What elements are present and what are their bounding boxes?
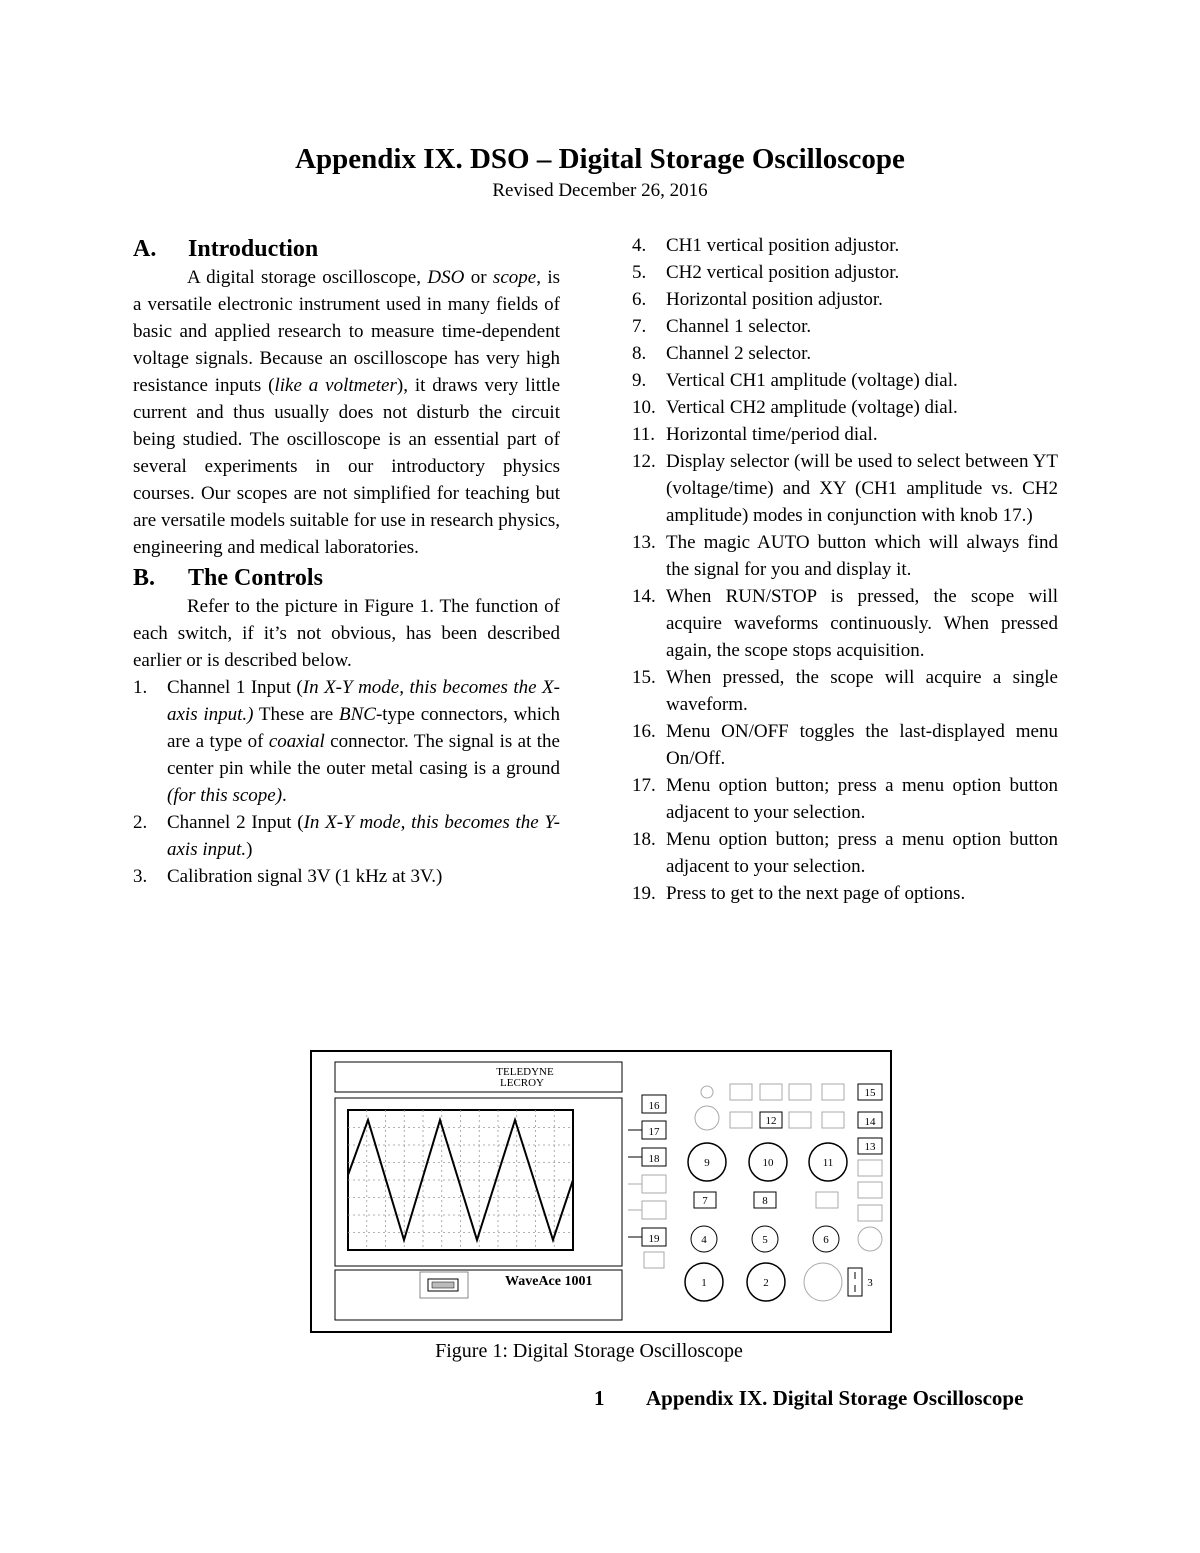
figure-caption: Figure 1: Digital Storage Oscilloscope (435, 1340, 743, 1362)
list-item: 1. Channel 1 Input (In X-Y mode, this becomes the X-axis input.) These are BNC-type connectors, which are a type of coaxial connector. The signal is at the center pin while the outer metal casing is a ground (for this scope). (133, 677, 560, 806)
label-15: 15 (864, 1087, 876, 1099)
label-2: 2 (763, 1277, 769, 1289)
list-item: 19. Press to get to the next page of options. (632, 883, 966, 904)
section-b-number: B. (133, 565, 156, 591)
label-12: 12 (765, 1115, 777, 1127)
list-item: 18. Menu option button; press a menu option button adjacent to your selection. (632, 829, 1058, 877)
brand-name-line1: TELEDYNE (496, 1066, 554, 1078)
label-16: 16 (648, 1100, 660, 1112)
section-b-heading (133, 563, 560, 593)
oscilloscope-outline (311, 1051, 891, 1332)
brand-name-line2: LECROY (500, 1077, 544, 1089)
label-13: 13 (864, 1141, 876, 1153)
introduction-paragraph: A digital storage oscilloscope, DSO or scope, is a versatile electronic instrument used in many fields of basic and applied research to measure time-dependent voltage signals. Because an oscilloscope has very high resistance inputs (like a voltmeter), it draws very little current and thus usually does not disturb the circuit being studied. The oscilloscope is an essential part of several experiments in our introductory physics courses. Our scopes are not simplified for teaching but are versatile models suitable for use in research physics, engineering and medical laboratories. (133, 267, 561, 558)
label-5: 5 (762, 1234, 768, 1246)
list-item: 14. When RUN/STOP is pressed, the scope will acquire waveforms continuously. When pressed again, the scope stops acquisition. (632, 586, 1058, 661)
controls-intro-paragraph: Refer to the picture in Figure 1. The function of each switch, if it’s not obvious, has been described earlier or is described below. (133, 596, 560, 671)
label-18: 18 (648, 1153, 660, 1165)
left-column (133, 234, 560, 890)
model-name: WaveAce 1001 (505, 1274, 593, 1289)
label-1: 1 (701, 1277, 707, 1289)
page-title: Appendix IX. DSO – Digital Storage Oscilloscope (295, 143, 905, 175)
list-item: 4. CH1 vertical position adjustor. (632, 235, 900, 256)
label-4: 4 (701, 1234, 707, 1246)
right-column (632, 232, 1058, 907)
list-item: 9. Vertical CH1 amplitude (voltage) dial. (632, 370, 958, 391)
list-item: 13. The magic AUTO button which will always find the signal for you and display it. (632, 532, 1058, 580)
page-footer (594, 1386, 1023, 1411)
label-17: 17 (648, 1126, 660, 1138)
list-item: 2. Channel 2 Input (In X-Y mode, this becomes the Y-axis input.) (133, 812, 560, 860)
label-7: 7 (702, 1195, 708, 1207)
section-a-heading (133, 234, 560, 264)
page-number: 1 (594, 1386, 605, 1410)
section-b-title: The Controls (188, 565, 323, 591)
label-10: 10 (762, 1157, 774, 1169)
label-3: 3 (867, 1277, 873, 1289)
label-8: 8 (762, 1195, 768, 1207)
list-item: 11. Horizontal time/period dial. (632, 424, 878, 445)
list-item: 10. Vertical CH2 amplitude (voltage) dial. (632, 397, 958, 418)
label-6: 6 (823, 1234, 829, 1246)
section-a-number: A. (133, 236, 157, 262)
section-a-title: Introduction (188, 236, 319, 262)
label-9: 9 (704, 1157, 710, 1169)
label-14: 14 (864, 1116, 876, 1128)
list-item: 5. CH2 vertical position adjustor. (632, 262, 900, 283)
list-item: 7. Channel 1 selector. (632, 316, 812, 337)
list-item: 6. Horizontal position adjustor. (632, 289, 883, 310)
running-title: Appendix IX. Digital Storage Oscilloscope (646, 1386, 1024, 1410)
label-11: 11 (822, 1157, 834, 1169)
list-item: 15. When pressed, the scope will acquire a single waveform. (632, 667, 1058, 715)
list-item: 3. Calibration signal 3V (1 kHz at 3V.) (133, 866, 443, 887)
label-19: 19 (648, 1233, 660, 1245)
revision-date: Revised December 26, 2016 (492, 180, 708, 201)
oscilloscope-diagram (310, 1050, 892, 1333)
list-item: 8. Channel 2 selector. (632, 343, 812, 364)
list-item: 16. Menu ON/OFF toggles the last-displayed menu On/Off. (632, 721, 1058, 769)
list-item: 12. Display selector (will be used to select between YT (voltage/time) and XY (CH1 amplitude vs. CH2 amplitude) modes in conjunction with knob 17.) (632, 451, 1058, 526)
list-item: 17. Menu option button; press a menu option button adjacent to your selection. (632, 775, 1058, 823)
